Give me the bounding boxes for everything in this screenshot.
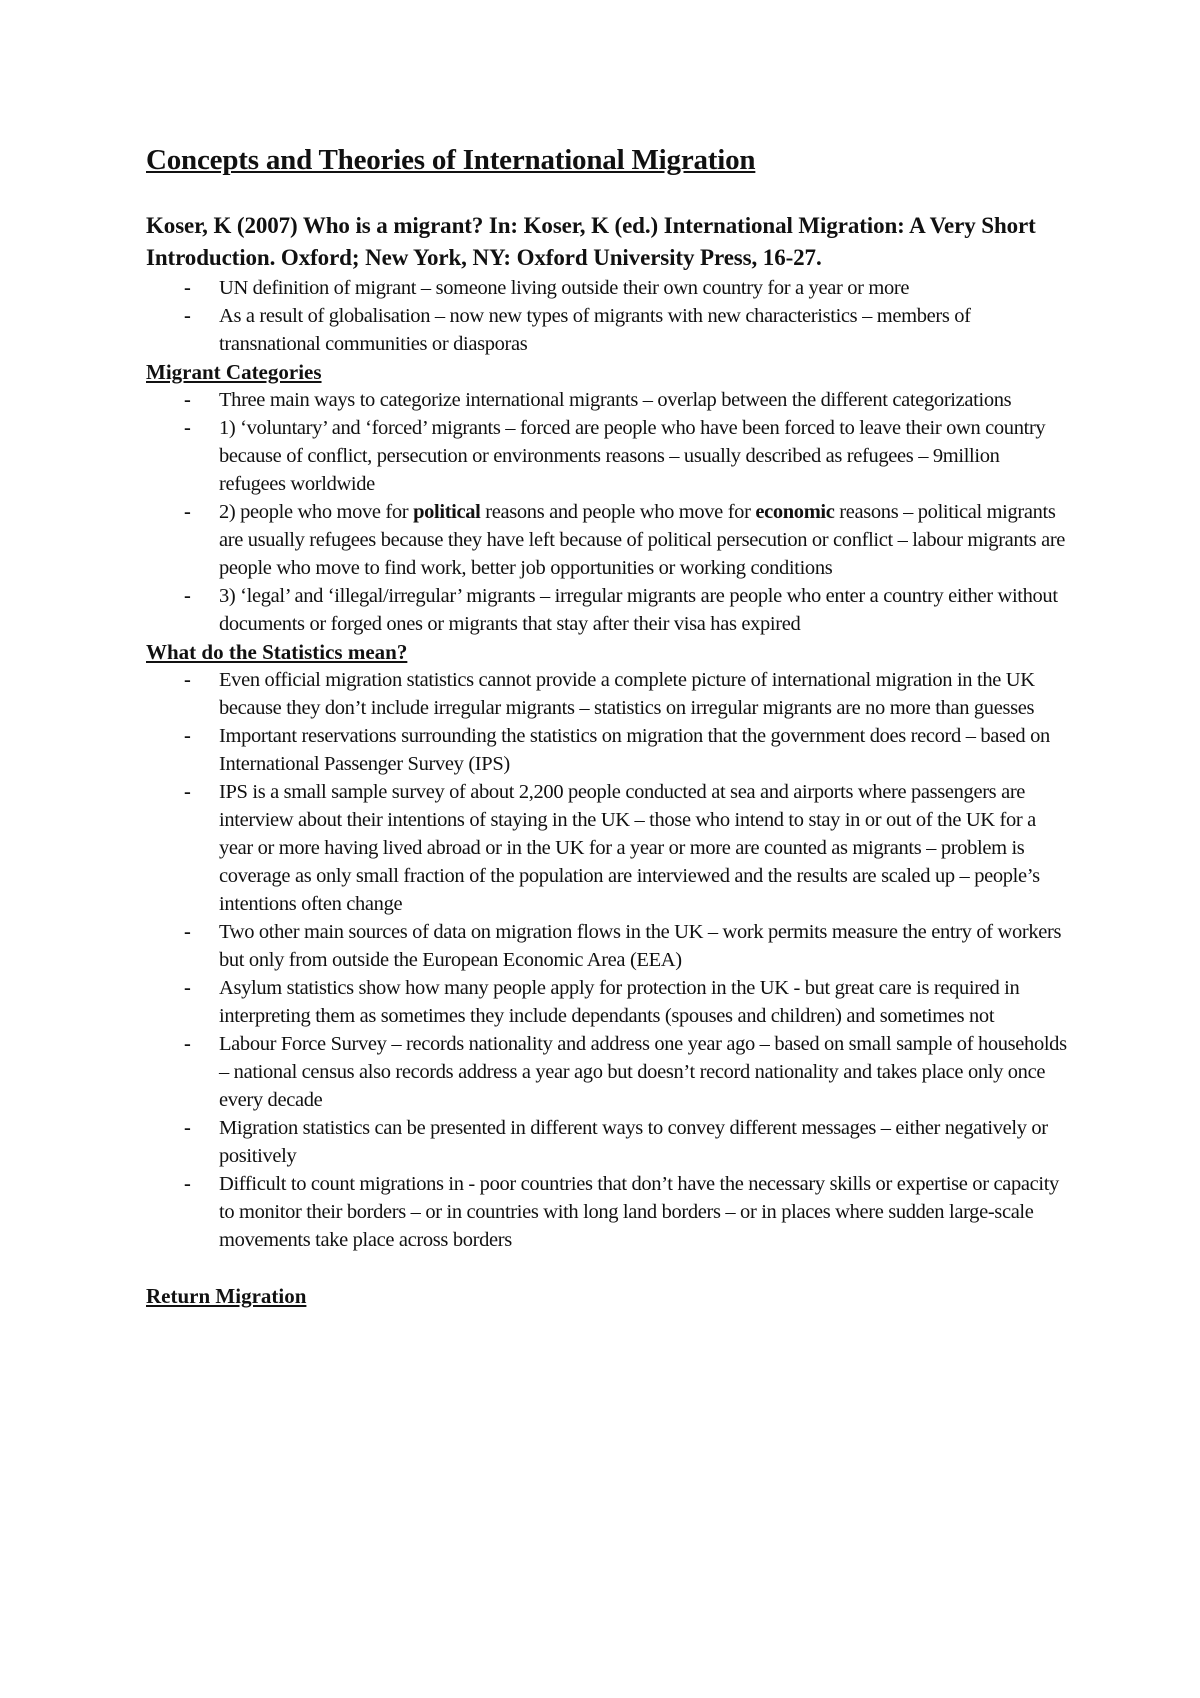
emphasis-political: political bbox=[413, 501, 481, 523]
bullet-marker: - bbox=[184, 305, 191, 327]
list-item-text: 1) ‘voluntary’ and ‘forced’ migrants – forced are people who have been forced to leave their own country because of conflict, persecution or environments reasons – usually described as refugees – 9million refugees worldwide bbox=[219, 417, 1046, 495]
statistics-list bbox=[146, 666, 1070, 1254]
bullet-marker: - bbox=[184, 921, 191, 943]
bullet-marker: - bbox=[184, 725, 191, 747]
intro-bullet-list bbox=[146, 274, 1070, 358]
list-item bbox=[146, 386, 1070, 414]
list-item-text: IPS is a small sample survey of about 2,200 people conducted at sea and airports where passengers are interview about their intentions of staying in the UK – those who intend to stay in or out of the UK for a year or more having lived abroad or in the UK for a year or more are counted as migrants – problem is coverage as only small fraction of the population are interviewed and the results are scaled up – people’s intentions often change bbox=[219, 781, 1040, 915]
list-item bbox=[146, 274, 1070, 302]
list-item-text: UN definition of migrant – someone living outside their own country for a year or more bbox=[219, 277, 910, 299]
bullet-marker: - bbox=[184, 501, 191, 523]
list-item bbox=[146, 582, 1070, 638]
list-item bbox=[146, 414, 1070, 498]
list-item-text: As a result of globalisation – now new types of migrants with new characteristics – members of transnational communities or diasporas bbox=[219, 305, 971, 355]
bullet-marker: - bbox=[184, 1117, 191, 1139]
list-item-text: Asylum statistics show how many people apply for protection in the UK - but great care is required in interpreting them as sometimes they include dependants (spouses and children) and sometimes not bbox=[219, 977, 1020, 1027]
list-item bbox=[146, 1114, 1070, 1170]
list-item-text: Three main ways to categorize international migrants – overlap between the different categorizations bbox=[219, 389, 1012, 411]
emphasis-economic: economic bbox=[755, 501, 835, 523]
list-item-text: Labour Force Survey – records nationality and address one year ago – based on small sample of households – national census also records address a year ago but doesn’t record nationality and takes place only once every decade bbox=[219, 1033, 1067, 1111]
bullet-marker: - bbox=[184, 781, 191, 803]
bullet-marker: - bbox=[184, 277, 191, 299]
bullet-marker: - bbox=[184, 1173, 191, 1195]
bullet-marker: - bbox=[184, 1033, 191, 1055]
migrant-categories-list bbox=[146, 386, 1070, 638]
list-item-text: Two other main sources of data on migration flows in the UK – work permits measure the entry of workers but only from outside the European Economic Area (EEA) bbox=[219, 921, 1062, 971]
section-heading-return-migration: Return Migration bbox=[146, 1284, 307, 1308]
bullet-marker: - bbox=[184, 669, 191, 691]
bullet-marker: - bbox=[184, 977, 191, 999]
list-item bbox=[146, 722, 1070, 778]
list-item-text: Difficult to count migrations in - poor countries that don’t have the necessary skills or expertise or capacity to monitor their borders – or in countries with long land borders – or in places where sudden large-scale movements take place across borders bbox=[219, 1173, 1059, 1251]
bullet-marker: - bbox=[184, 417, 191, 439]
list-item-text: reasons and people who move for bbox=[480, 501, 756, 523]
document-page bbox=[146, 140, 1070, 1310]
list-item-text: 3) ‘legal’ and ‘illegal/irregular’ migrants – irregular migrants are people who enter a country either without documents or forged ones or migrants that stay after their visa has expired bbox=[219, 585, 1058, 635]
bullet-marker: - bbox=[184, 389, 191, 411]
list-item bbox=[146, 1030, 1070, 1114]
list-item-text: 2) people who move for bbox=[219, 501, 414, 523]
document-title: Concepts and Theories of International Migration bbox=[146, 144, 756, 176]
list-item-text: Migration statistics can be presented in different ways to convey different messages – either negatively or positively bbox=[219, 1117, 1048, 1167]
list-item bbox=[146, 778, 1070, 918]
list-item-text: reasons – political migrants are usually refugees because they have left because of political persecution or conflict – labour migrants are people who move to find work, better job opportunities or working conditions bbox=[219, 501, 1066, 579]
list-item bbox=[146, 974, 1070, 1030]
section-heading-statistics: What do the Statistics mean? bbox=[146, 640, 408, 664]
list-item-text: Important reservations surrounding the statistics on migration that the government does record – based on International Passenger Survey (IPS) bbox=[219, 725, 1050, 775]
section-heading-migrant-categories: Migrant Categories bbox=[146, 360, 322, 384]
reference-citation: Koser, K (2007) Who is a migrant? In: Koser, K (ed.) International Migration: A Very Short Introduction. Oxford; New York, NY: Oxford University Press, 16-27. bbox=[146, 213, 1036, 270]
list-item bbox=[146, 918, 1070, 974]
bullet-marker: - bbox=[184, 585, 191, 607]
list-item bbox=[146, 498, 1070, 582]
list-item bbox=[146, 666, 1070, 722]
list-item bbox=[146, 302, 1070, 358]
list-item bbox=[146, 1170, 1070, 1254]
list-item-text: Even official migration statistics cannot provide a complete picture of international migration in the UK because they don’t include irregular migrants – statistics on irregular migrants are no more than guesses bbox=[219, 669, 1035, 719]
